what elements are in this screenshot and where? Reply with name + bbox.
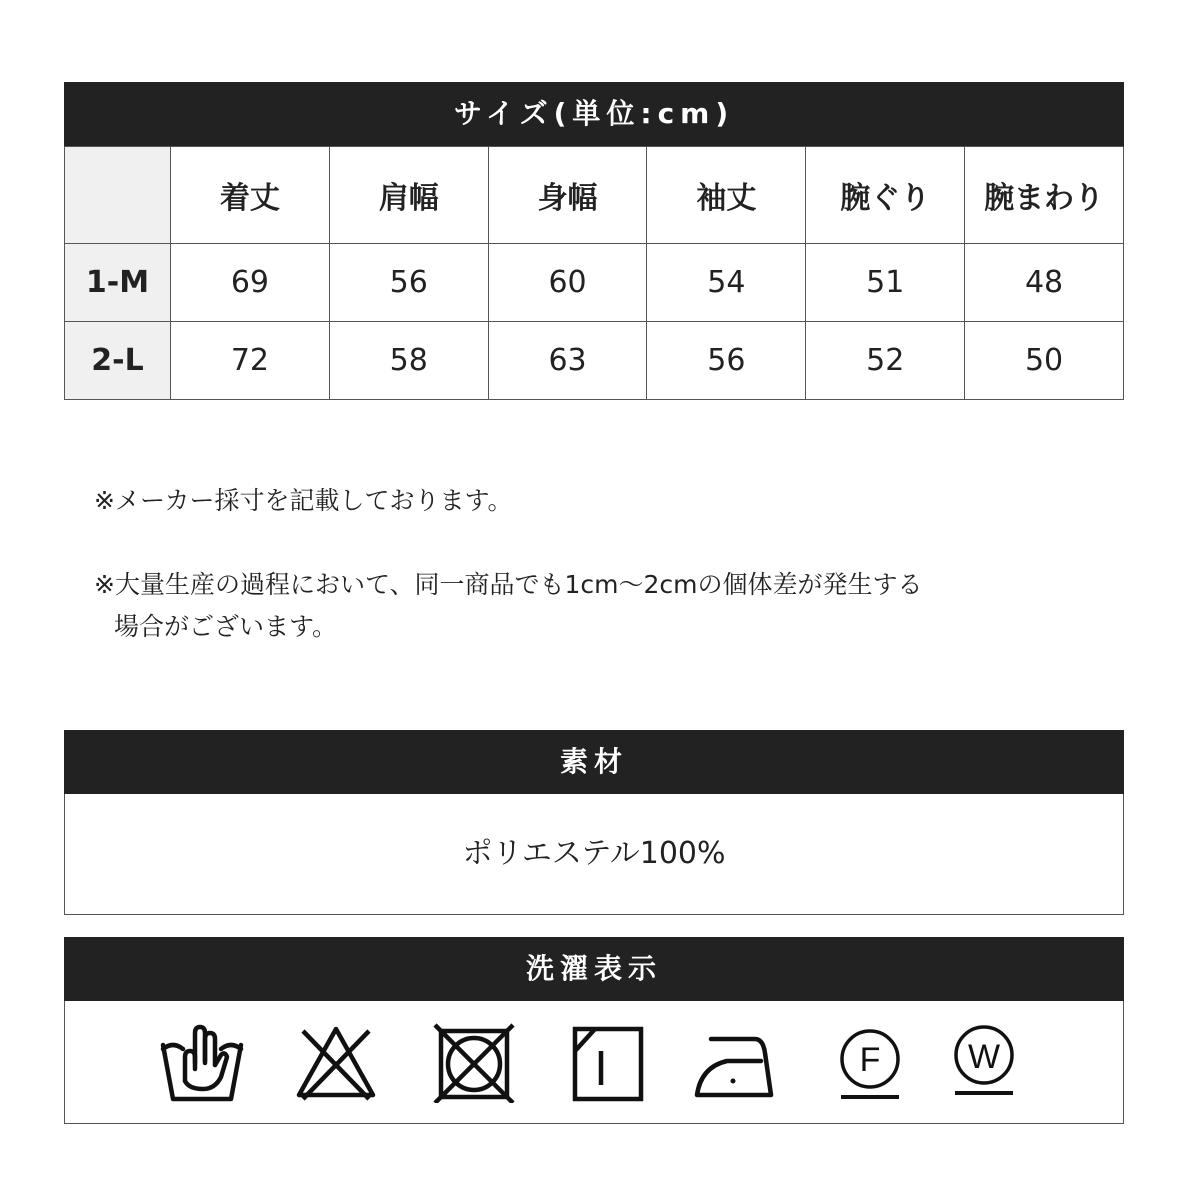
table-cell: 58 (329, 322, 488, 400)
drip-dry-shade-icon (565, 1023, 651, 1103)
wet-clean-letter: W (967, 1038, 1001, 1076)
column-header-chest: 身幅 (488, 147, 647, 244)
table-cell: 48 (965, 244, 1124, 322)
table-cell: 72 (171, 322, 330, 400)
size-section (64, 82, 1124, 400)
column-header-shoulder: 肩幅 (329, 147, 488, 244)
column-header-armhole: 腕ぐり (806, 147, 965, 244)
care-section (64, 937, 1124, 1124)
table-cell: 60 (488, 244, 647, 322)
iron-low-icon (693, 1023, 779, 1103)
table-cell: 56 (329, 244, 488, 322)
no-tumble-dry-icon (431, 1023, 517, 1103)
table-cell: 63 (488, 322, 647, 400)
column-header-sleeve: 袖丈 (647, 147, 806, 244)
variance-note-line-2: 場合がございます。 (114, 612, 338, 641)
table-cell: 54 (647, 244, 806, 322)
table-cell: 51 (806, 244, 965, 322)
table-row (65, 322, 1124, 400)
material-section (64, 730, 1124, 915)
size-table-header-row (65, 147, 1124, 244)
size-table-corner-cell (65, 147, 171, 244)
wet-clean-w-icon (941, 1023, 1027, 1103)
column-header-arm-circumference: 腕まわり (965, 147, 1124, 244)
table-cell: 52 (806, 322, 965, 400)
material-value: ポリエステル100% (64, 794, 1124, 915)
care-title: 洗濯表示 (64, 937, 1124, 1001)
care-icons-row (64, 1001, 1124, 1124)
table-cell: 50 (965, 322, 1124, 400)
hand-wash-icon (159, 1023, 245, 1103)
size-table (64, 146, 1124, 400)
dry-clean-letter: F (859, 1041, 881, 1079)
dry-clean-f-icon (827, 1023, 913, 1103)
table-row (65, 244, 1124, 322)
column-header-length: 着丈 (171, 147, 330, 244)
no-bleach-icon (293, 1023, 379, 1103)
row-label-2l: 2-L (65, 322, 171, 400)
variance-note (94, 564, 922, 648)
measurement-note: ※メーカー採寸を記載しております。 (94, 486, 513, 515)
variance-note-line-1: ※大量生産の過程において、同一商品でも1cm～2cmの個体差が発生する (94, 570, 923, 599)
row-label-1m: 1-M (65, 244, 171, 322)
table-cell: 56 (647, 322, 806, 400)
material-title: 素材 (64, 730, 1124, 794)
size-table-title: サイズ(単位:cm) (64, 82, 1124, 146)
table-cell: 69 (171, 244, 330, 322)
